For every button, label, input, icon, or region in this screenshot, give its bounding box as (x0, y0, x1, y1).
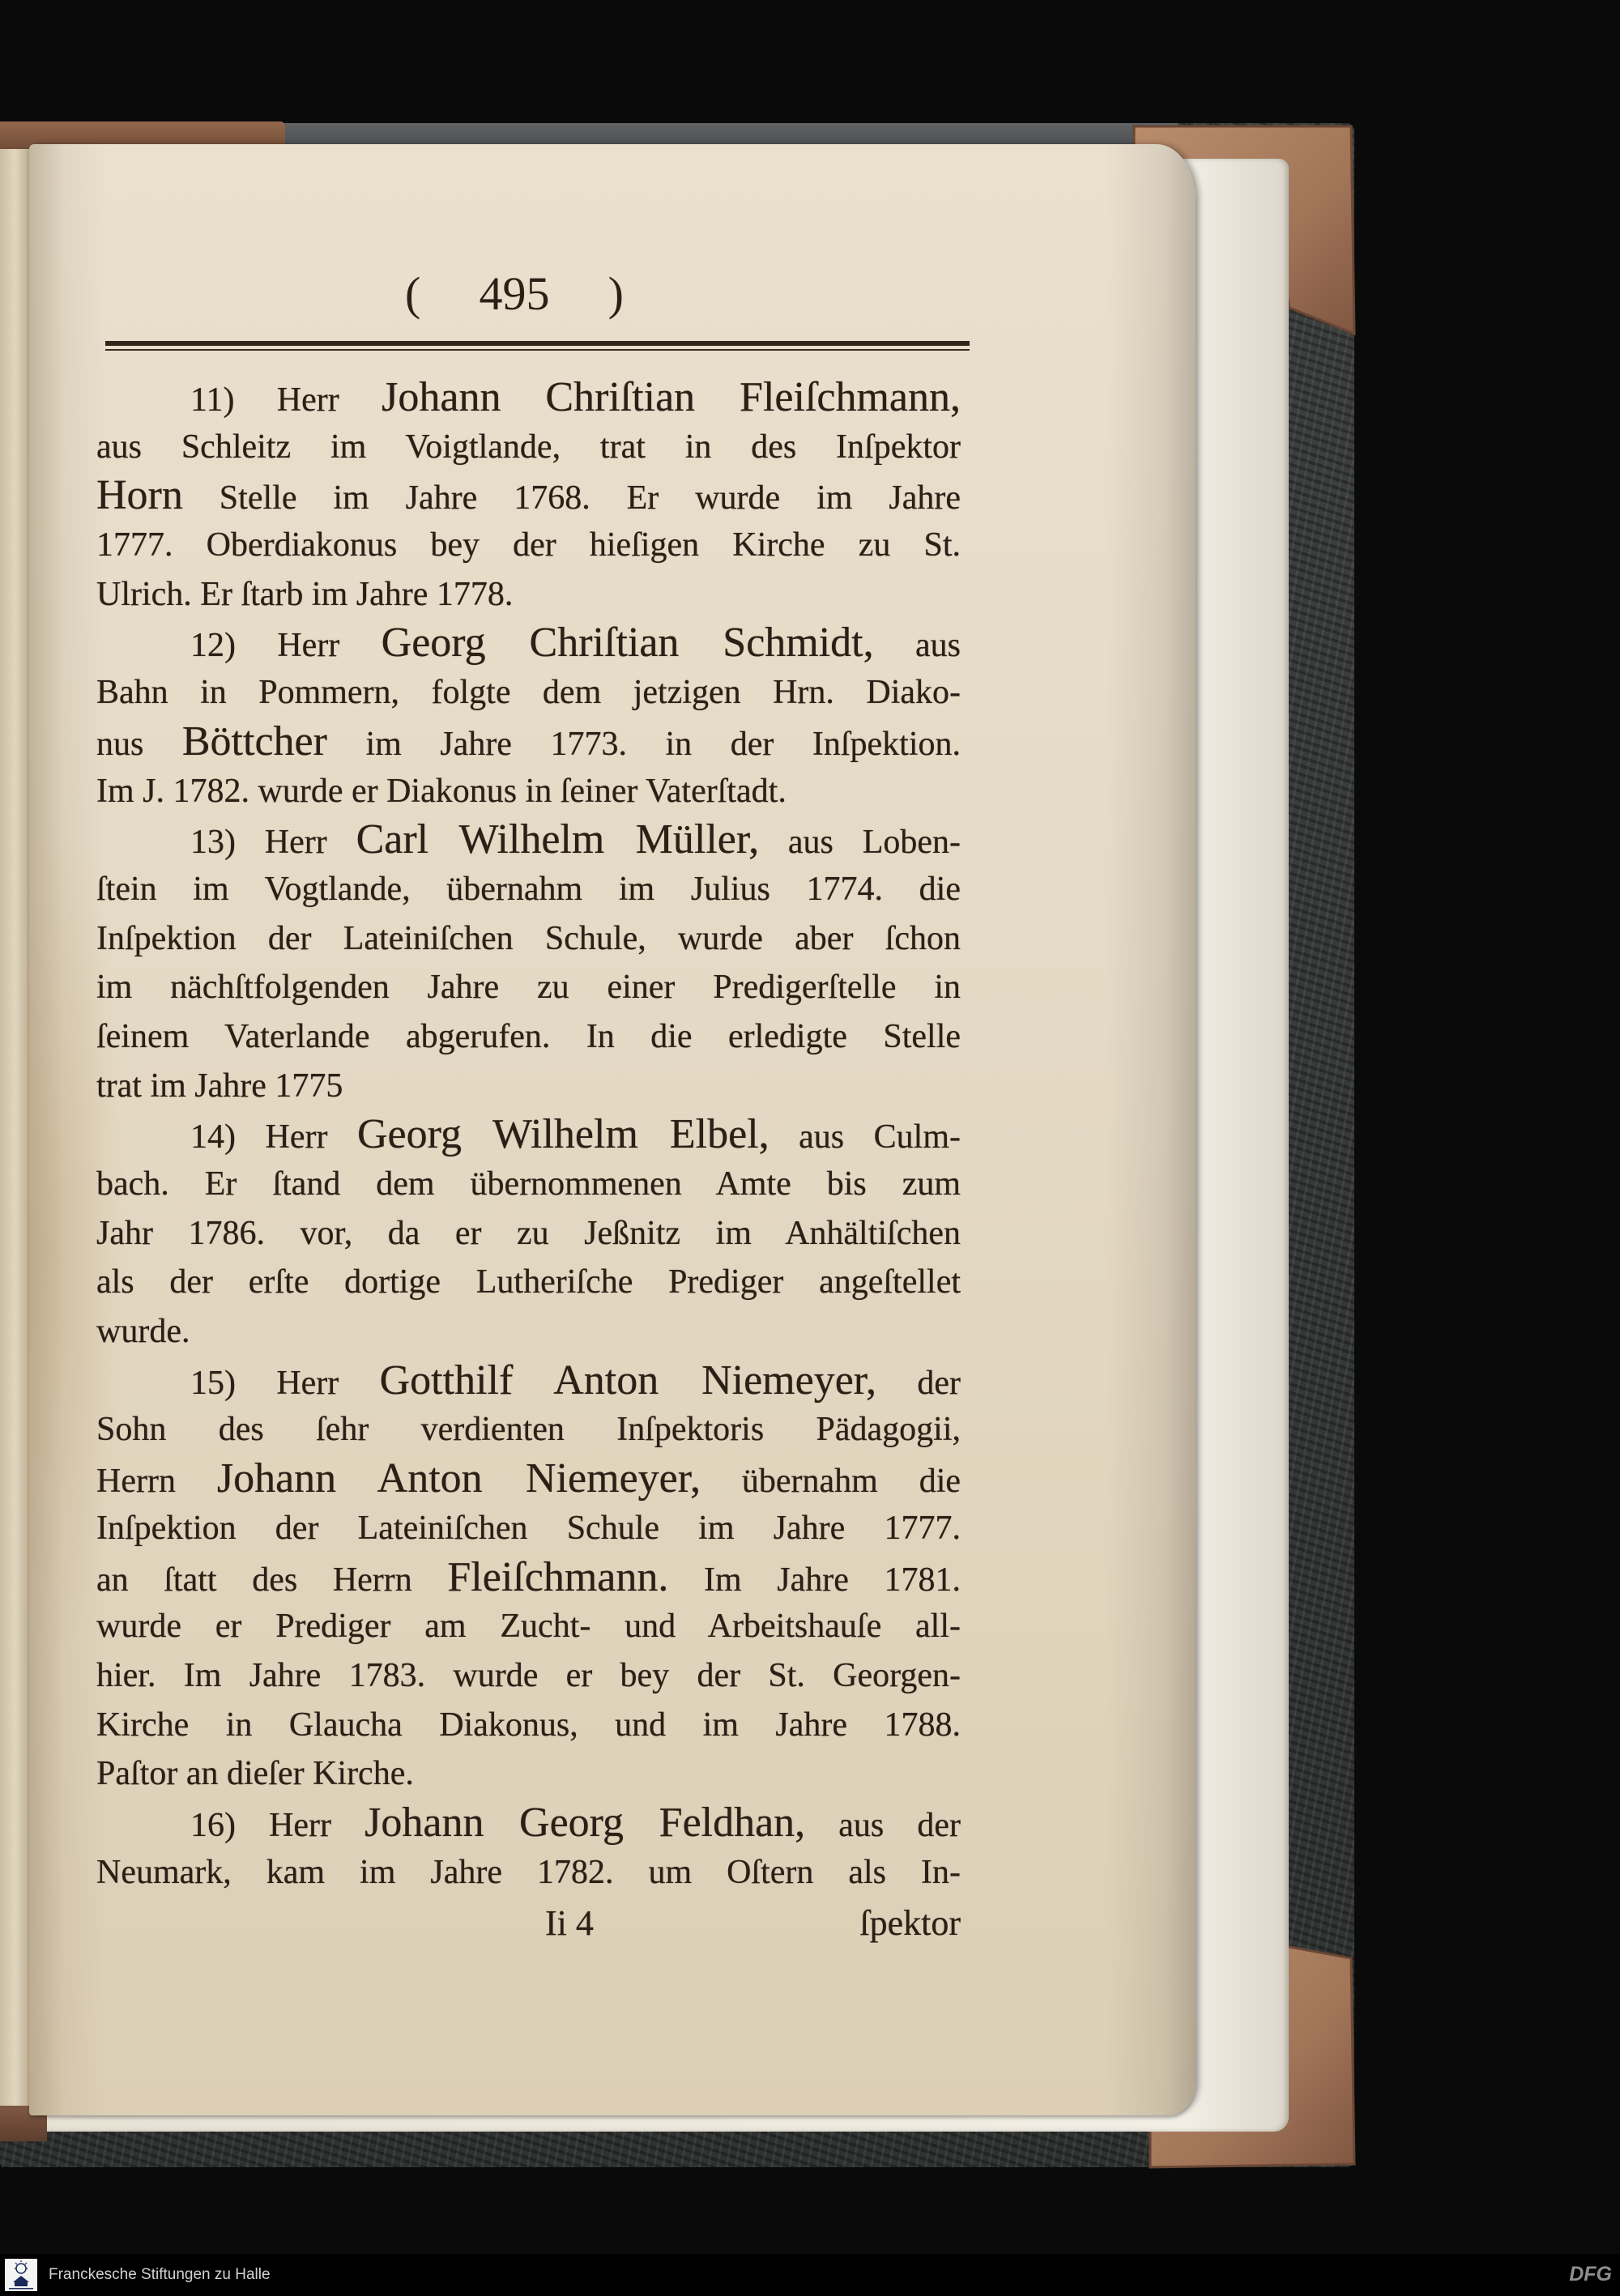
text-line (96, 1405, 961, 1455)
line-text: 1777. Oberdiakonus bey der hieſigen Kirche zu St. (96, 526, 961, 564)
line-text: Inſpektion der Lateiniſchen Schule im Jahre 1777. (96, 1509, 961, 1547)
line-text: Neumark, kam im Jahre 1782. um Oſtern als In- (96, 1853, 961, 1891)
line-text: als der erſte dortige Lutheriſche Prediger angeſtellet (96, 1263, 961, 1301)
person-name-text: Carl Wilhelm Müller, (356, 816, 760, 863)
page-number-header (405, 266, 624, 322)
line-text: bach. Er ſtand dem übernommenen Amte bis zum (96, 1165, 961, 1203)
text-line (96, 1848, 961, 1898)
line-text: aus der (805, 1806, 961, 1844)
person-name-text: Johann Anton Niemeyer, (216, 1455, 701, 1502)
funder-mark: DFG (1569, 2263, 1612, 2285)
text-line (96, 816, 961, 865)
line-text: im Jahre 1773. in der Inſpektion. (326, 725, 961, 763)
entry-paragraph (96, 1799, 961, 1897)
person-name-text: Gotthilf Anton Niemeyer, (379, 1357, 877, 1404)
line-text: Ulrich. Er ſtarb im Jahre 1778. (96, 575, 514, 613)
person-name-text: Horn (96, 472, 183, 519)
person-name-text: Böttcher (181, 718, 327, 765)
entry-paragraph (96, 1357, 961, 1799)
line-text: übernahm die (700, 1463, 961, 1501)
line-text: Herrn (96, 1463, 217, 1501)
line-text: im nächſtfolgenden Jahre zu einer Predigerſtelle in (96, 969, 961, 1007)
line-text: aus Culm- (769, 1118, 961, 1157)
line-text: 15) Herr (190, 1364, 380, 1402)
line-text: hier. Im Jahre 1783. wurde er bey der St. Georgen- (96, 1656, 961, 1694)
line-text: 13) Herr (190, 824, 356, 862)
entry-paragraph (96, 816, 961, 1110)
person-name-text: Fleiſchmann. (447, 1553, 669, 1600)
text-line (96, 1504, 961, 1553)
text-line (96, 1012, 961, 1062)
text-line (96, 570, 961, 620)
text-line (96, 1799, 961, 1848)
text-line (96, 1209, 961, 1259)
footer-bar (0, 2254, 1620, 2296)
text-line (96, 1110, 961, 1160)
text-line (96, 471, 961, 521)
line-text: aus Schleitz im Voigtlande, trat in des Inſpektor (96, 428, 961, 466)
person-name-text: Johann Chriſtian Fleiſchmann, (382, 374, 961, 420)
institution-name: Franckesche Stiftungen zu Halle (49, 2266, 271, 2283)
body-text (96, 373, 961, 1897)
line-text: 16) Herr (190, 1806, 365, 1844)
text-line (96, 668, 961, 718)
text-line (96, 373, 961, 423)
line-text: nus (96, 725, 182, 763)
text-line (96, 1602, 961, 1651)
text-line (96, 914, 961, 964)
line-text: Sohn des ſehr verdienten Inſpektoris Pädagogii, (96, 1411, 961, 1449)
text-line (96, 1455, 961, 1504)
text-line (96, 521, 961, 570)
header-rule (105, 341, 970, 351)
line-text: Stelle im Jahre 1768. Er wurde im Jahre (182, 479, 961, 518)
foundation-emblem-icon (4, 2258, 38, 2292)
text-line (96, 1553, 961, 1603)
line-text: der (876, 1364, 961, 1402)
catch-line (96, 1898, 961, 1948)
page-number: 495 (479, 267, 550, 320)
person-name-text: Georg Wilhelm Elbel, (356, 1111, 770, 1158)
line-text: Inſpektion der Lateiniſchen Schule, wurde aber ſchon (96, 919, 961, 957)
text-line (96, 1062, 961, 1111)
text-line (96, 718, 961, 767)
line-text: Im Jahre 1781. (668, 1561, 961, 1599)
entry-paragraph (96, 619, 961, 816)
catchword: ſpektor (859, 1903, 961, 1943)
line-text: wurde. (96, 1313, 190, 1351)
entry-paragraph (96, 1110, 961, 1356)
text-line (96, 1357, 961, 1406)
text-line (96, 1749, 961, 1799)
line-text: 14) Herr (190, 1118, 357, 1157)
text-line (96, 963, 961, 1012)
signature-mark: Ii 4 (545, 1903, 594, 1943)
line-text: ſeinem Vaterlande abgerufen. In die erledigte Stelle (96, 1017, 961, 1055)
person-name-text: Johann Georg Feldhan, (364, 1799, 806, 1846)
text-line (96, 1307, 961, 1357)
entry-paragraph (96, 373, 961, 619)
line-text: Bahn in Pommern, folgte dem jetzigen Hrn. Diako- (96, 674, 961, 712)
text-line (96, 1701, 961, 1750)
institution-logo (4, 2258, 38, 2292)
person-name-text: Georg Chriſtian Schmidt, (381, 620, 874, 667)
line-text: an ſtatt des Herrn (96, 1561, 448, 1599)
line-text: trat im Jahre 1775 (96, 1067, 343, 1105)
header-paren-close: ) (608, 267, 624, 320)
text-line (96, 767, 961, 816)
line-text: wurde er Prediger am Zucht- und Arbeitshauſe all- (96, 1608, 961, 1646)
text-line (96, 1160, 961, 1209)
text-line (96, 1651, 961, 1701)
line-text: ſtein im Vogtlande, übernahm im Julius 1774. die (96, 870, 961, 908)
line-text: 11) Herr (190, 381, 382, 419)
text-line (96, 423, 961, 472)
line-text: Kirche in Glaucha Diakonus, und im Jahre 1788. (96, 1706, 961, 1744)
text-line (96, 865, 961, 914)
line-text: Paſtor an dieſer Kirche. (96, 1755, 414, 1793)
line-text: Jahr 1786. vor, da er zu Jeßnitz im Anhältiſchen (96, 1214, 961, 1252)
line-text: aus (873, 627, 961, 665)
book-page (29, 144, 1196, 2115)
line-text: aus Loben- (759, 824, 961, 862)
text-line (96, 619, 961, 668)
line-text: 12) Herr (190, 627, 382, 665)
line-text: Im J. 1782. wurde er Diakonus in ſeiner Vaterſtadt. (96, 772, 787, 810)
text-line (96, 1258, 961, 1307)
header-paren-open: ( (405, 267, 421, 320)
